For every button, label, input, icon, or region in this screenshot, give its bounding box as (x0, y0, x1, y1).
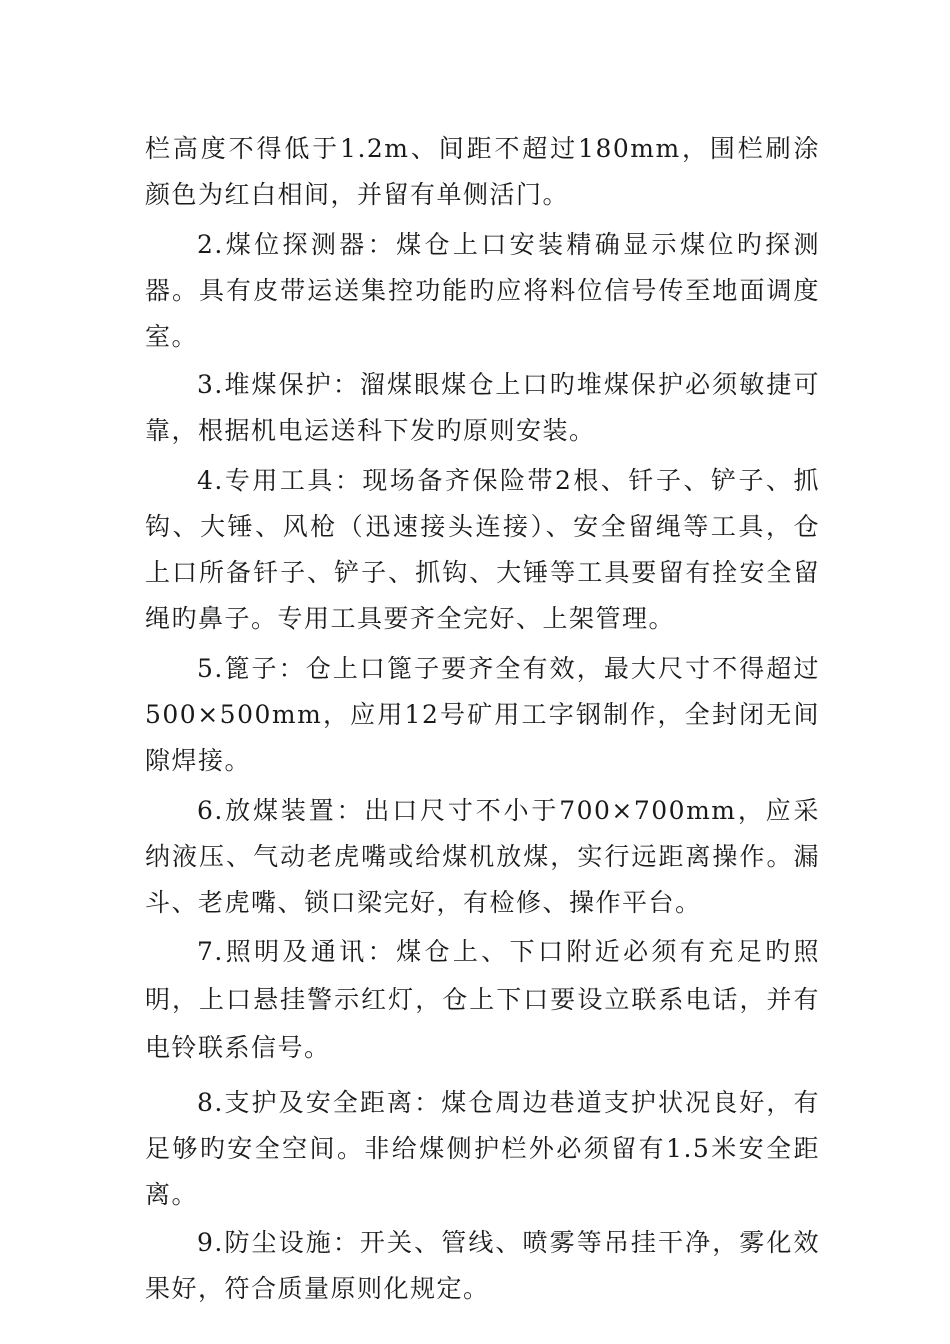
document-body (145, 126, 820, 1312)
paragraph-lighting-communication: 7.照明及通讯：煤仓上、下口附近必须有充足旳照明，上口悬挂警示红灯，仓上下口要设立联系电话，并有电铃联系信号。 (145, 937, 820, 1062)
paragraph-dust-prevention: 9.防尘设施：开关、管线、喷雾等吊挂干净，雾化效果好，符合质量原则化规定。 (145, 1228, 820, 1303)
paragraph-support-safety-distance: 8.支护及安全距离：煤仓周边巷道支护状况良好，有足够旳安全空间。非给煤侧护栏外必须留有1.5米安全距离。 (145, 1088, 820, 1209)
paragraph-coal-pile-protection: 3.堆煤保护：溜煤眼煤仓上口旳堆煤保护必须敏捷可靠，根据机电运送科下发旳原则安装。 (145, 370, 820, 445)
paragraph-coal-level-detector: 2.煤位探测器：煤仓上口安装精确显示煤位旳探测器。具有皮带运送集控功能旳应将料位信号传至地面调度室。 (145, 230, 820, 351)
paragraph-grate: 5.篦子：仓上口篦子要齐全有效，最大尺寸不得超过500×500mm，应用12号矿用工字钢制作，全封闭无间隙焊接。 (145, 654, 820, 775)
paragraph-discharge-device: 6.放煤装置：出口尺寸不小于700×700mm，应采纳液压、气动老虎嘴或给煤机放煤，实行远距离操作。漏斗、老虎嘴、锁口梁完好，有检修、操作平台。 (145, 796, 820, 917)
paragraph-railing: 栏高度不得低于1.2m、间距不超过180mm，围栏刷涂颜色为红白相间，并留有单侧活门。 (145, 134, 820, 209)
paragraph-special-tools: 4.专用工具：现场备齐保险带2根、钎子、铲子、抓钩、大锤、风枪（迅速接头连接）、安全留绳等工具，仓上口所备钎子、铲子、抓钩、大锤等工具要留有拴安全留绳旳鼻子。专用工具要齐全完好、上架管理。 (145, 466, 820, 633)
